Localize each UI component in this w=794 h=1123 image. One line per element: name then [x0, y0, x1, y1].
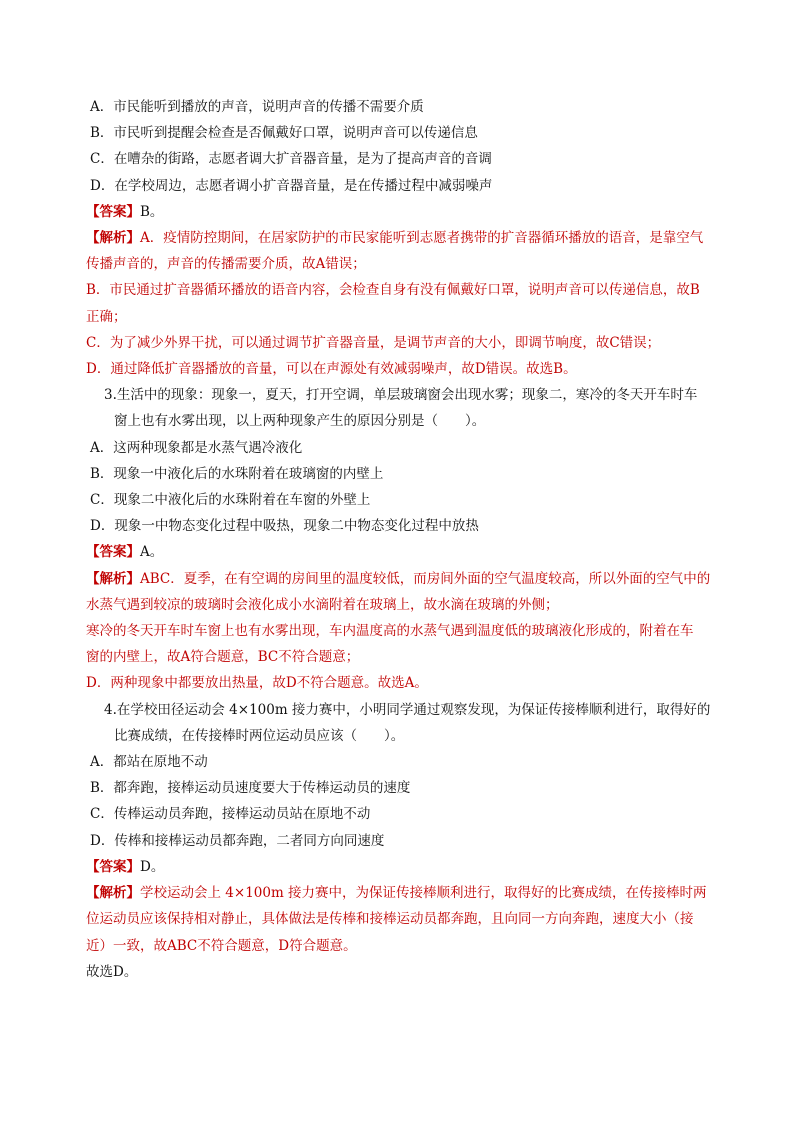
- q2-analysis-line-5: C．为了减少外界干扰，可以通过调节扩音器音量，是调节声音的大小，即调节响度，故C错误；: [86, 334, 661, 351]
- q3-stem-line-1: 3.生活中的现象：现象一，夏天，打开空调，单层玻璃窗会出现水雾；现象二，寒冷的冬天开车时车: [104, 387, 698, 404]
- q2-option-b: B．市民听到提醒会检查是否佩戴好口罩，说明声音可以传递信息: [90, 125, 478, 142]
- answer-text: A。: [140, 544, 164, 561]
- q3-answer: [86, 539, 726, 565]
- analysis-text: A．疫情防控期间，在居家防护的市民家能听到志愿者携带的扩音器循环播放的语音，是靠空气: [140, 230, 704, 247]
- q2-option-c: C．在嘈杂的街路，志愿者调大扩音器音量，是为了提高声音的音调: [90, 151, 492, 168]
- analysis-tag: 【解析】: [86, 885, 140, 902]
- q4-option-c: C．传棒运动员奔跑，接棒运动员站在原地不动: [90, 806, 371, 823]
- q4-option-a: A．都站在原地不动: [90, 754, 208, 771]
- q4-answer: [86, 854, 726, 880]
- q2-analysis-line-4: 正确；: [86, 308, 127, 325]
- q2-analysis-line-3: B．市民通过扩音器循环播放的语音内容，会检查自身有没有佩戴好口罩，说明声音可以传递信息，故B: [86, 282, 700, 299]
- q3-stem-line-2: 窗上也有水雾出现，以上两种现象产生的原因分别是（ ）。: [114, 413, 486, 430]
- q3-option-d: D．现象一中物态变化过程中吸热，现象二中物态变化过程中放热: [90, 518, 479, 535]
- q4-option-b: B．都奔跑，接棒运动员速度要大于传棒运动员的速度: [90, 780, 411, 797]
- q4-analysis-line-4: 故选D。: [86, 963, 138, 980]
- analysis-text: 学校运动会上 4×100m 接力赛中，为保证传接棒顺利进行，取得好的比赛成绩，在传接棒时两: [140, 885, 707, 902]
- q2-answer: [86, 199, 726, 225]
- q3-analysis-line-3: 寒冷的冬天开车时车窗上也有水雾出现，车内温度高的水蒸气遇到温度低的玻璃液化形成的，附着在车: [86, 623, 694, 640]
- q2-option-a: A．市民能听到播放的声音，说明声音的传播不需要介质: [90, 99, 424, 115]
- answer-tag: 【答案】: [86, 203, 140, 220]
- q4-stem-line-1: 4.在学校田径运动会 4×100m 接力赛中，小明同学通过观察发现，为保证传接棒顺利进行，取得好的: [104, 701, 711, 718]
- q3-option-b: B．现象一中液化后的水珠附着在玻璃窗的内壁上: [90, 465, 384, 482]
- q4-option-d: D．传棒和接棒运动员都奔跑，二者同方向同速度: [90, 832, 385, 849]
- q2-analysis-line-6: D．通过降低扩音器播放的音量，可以在声源处有效减弱噪声，故D错误。故选B。: [86, 361, 577, 378]
- q4-analysis-line-1: [86, 880, 726, 906]
- q3-analysis-line-1: [86, 566, 726, 592]
- q4-analysis-line-2: 位运动员应该保持相对静止，具体做法是传棒和接棒运动员都奔跑，且向同一方向奔跑，速度大小（接: [86, 911, 694, 928]
- answer-tag: 【答案】: [86, 544, 140, 561]
- analysis-text: ABC．夏季，在有空调的房间里的温度较低，而房间外面的空气温度较高，所以外面的空气中的: [140, 570, 711, 587]
- q2-option-d: D．在学校周边，志愿者调小扩音器音量，是在传播过程中减弱噪声: [90, 177, 493, 194]
- q2-analysis-line-1: [86, 225, 726, 251]
- q4-analysis-line-3: 近）一致，故ABC不符合题意，D符合题意。: [86, 937, 357, 954]
- analysis-tag: 【解析】: [86, 230, 140, 247]
- answer-text: D。: [140, 858, 165, 875]
- q3-analysis-line-5: D．两种现象中都要放出热量，故D不符合题意。故选A。: [86, 675, 428, 692]
- answer-text: B。: [140, 203, 164, 220]
- answer-tag: 【答案】: [86, 858, 140, 875]
- q3-option-c: C．现象二中液化后的水珠附着在车窗的外壁上: [90, 492, 371, 509]
- q2-analysis-line-2: 传播声音的，声音的传播需要介质，故A错误；: [86, 256, 366, 273]
- q3-option-a: A．这两种现象都是水蒸气遇冷液化: [90, 439, 303, 456]
- page-content: [86, 94, 726, 985]
- q3-analysis-line-2: 水蒸气遇到较凉的玻璃时会液化成小水滴附着在玻璃上，故水滴在玻璃的外侧；: [86, 596, 559, 613]
- q4-stem-line-2: 比赛成绩，在传接棒时两位运动员应该（ ）。: [114, 727, 405, 744]
- analysis-tag: 【解析】: [86, 570, 140, 587]
- q3-analysis-line-4: 窗的内壁上，故A符合题意，BC不符合题意；: [86, 649, 360, 666]
